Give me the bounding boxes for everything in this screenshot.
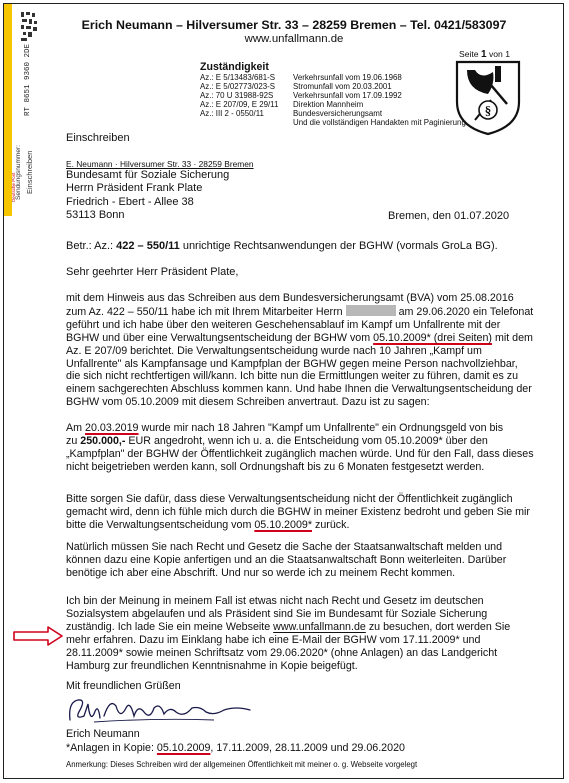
red-arrow-icon [12,626,64,646]
highlighted-date: 05.10.2009* (drei Seiten) [373,331,492,344]
letterhead-title: Erich Neumann – Hilversumer Str. 33 – 28259 Bremen – Tel. 0421/583097 [81,18,507,32]
recipient-line: Friedrich - Ebert - Allee 38 [66,195,194,208]
post-logo: Deutsche Post [11,172,16,202]
jurisdiction-row: Az.: E 5/13483/681-S Verkehrsunfall vom 19.06.1968 [200,73,402,82]
jurisdiction-row: Az.: III 2 - 0550/11 Bundesversicherungsamt [200,109,383,119]
delivery-type: Einschreiben [66,132,130,144]
letter-date: Bremen, den 01.07.2020 [388,210,510,222]
website-link[interactable]: www.unfallmann.de [273,620,366,633]
page-indicator: Seite 1 von 1 [459,49,510,60]
svg-text:§: § [484,103,492,118]
highlighted-date: 05.10.2009* [254,518,312,531]
handwritten-signature [64,694,264,728]
jurisdiction-list [200,73,466,128]
footnote: Anmerkung: Dieses Schreiben wird der allgemeinen Öffentlichkeit mit meiner o. g. Webseite vorgelegt [66,760,418,769]
jurisdiction-row: Und die vollständigen Handakten mit Paginierung [293,118,466,128]
body-paragraph-1: mit dem Hinweis aus das Schreiben aus dem Bundesversicherungsamt (BVA) vom 25.08.2016 zum Az. 422 – 550/11 habe ich mit Ihrem Mitarbeiter Herrn am 29.06.2020 ein Telefonat geführt und ich habe über den weiteren Geschehensablauf im Kampf um Unfallrente mit der BGHW und über eine Verwaltungsentscheidung der BGHW vom 05.10.2009* (drei Seiten) mit dem Az. E 207/09 berichtet. Die Verwaltungsentscheidung wurde nach 10 Jahren „Kampf um Unfallrente" als Kampfansage und Kampfplan der BGHW gegen meine Person nachvollziehbar, die sich nicht rechtfertigen will/kann. Ich bitte nun die Ermittlungen weiter zu führen, damit es zu einem sachgerechten Abschluss kommen kann. Und habe Ihnen die Verwaltungsentscheidung der BGHW vom 05.10.2009 mit diesem Schreiben anvertraut. Dazu ist zu sagen: [66,292,534,409]
highlighted-date: 05.10.2009 [156,742,211,754]
recipient-line: Herrn Präsident Frank Plate [66,182,203,195]
sender-return-line: E. Neumann · Hilversumer Str. 33 · 28259 Bremen [66,159,254,169]
registered-mail-label [4,4,42,216]
jurisdiction-title: Zuständigkeit [200,61,269,73]
signer-name: Erich Neumann [66,728,140,740]
body-paragraph-4: Natürlich müssen Sie nach Recht und Gesetz die Sache der Staatsanwaltschaft melden und können dazu eine Kopie anfertigen und an die Staatsanwaltschaft Bonn weiterleiten. Darüber benötige ich aber eine Abschrift. Und nur so werde ich zu meinem Recht kommen. [66,541,507,579]
redacted-name [346,305,396,316]
jurisdiction-row: Az.: 70 U 31988-92S Verkehrsunfall vom 17.09.1992 [200,91,402,101]
enclosures-line: *Anlagen in Kopie: 05.10.2009, 17.11.2009, 28.11.2009 und 29.06.2020 [66,742,405,754]
body-paragraph-5: Ich bin der Meinung in meinem Fall ist etwas nicht nach Recht und Gesetz im deutschen Sozialsystem abgelaufen und als Präsident sind Sie im Bundesamt für Soziale Sicherung zuständig. Ich lade Sie ein meine Webseite www.unfallmann.de zu besuchen, dort werden Sie mehr erfahren. Dazu im Einklang habe ich eine E-Mail der BGHW vom 17.11.2009* und 28.11.2009* sowie meinen Schriftsatz vom 29.06.2020* (ohne Anlagen) an das Landgericht Hamburg zur freundlichen Kenntnisnahme in Kopie beigefügt. [66,595,511,672]
body-paragraph-2: Am 20.03.2019 wurde mir nach 18 Jahren "Kampf um Unfallrente" ein Ordnungsgeld von bis zu 250.000,- EUR angedroht, wenn ich u. a. die Entscheidung vom 05.10.2009* über den „Kampfplan" der BGHW der Öffentlichkeit zugänglich machen würde. Und für den Fall, dass dieses nicht beigetrieben werden kann, soll Ordnungshaft bis zu 6 Monaten festgesetzt werden. [66,422,534,473]
recipient-address [66,169,229,222]
letterhead-url: www.unfallmann.de [244,33,344,45]
salutation: Sehr geehrter Herr Präsident Plate, [66,266,239,278]
closing-phrase: Mit freundlichen Grüßen [66,680,181,692]
highlighted-date: 20.03.2019 [85,422,139,434]
tracking-code: RT 8651 9360 2DE [24,43,32,116]
fine-amount: 250.000,- [80,434,126,447]
subject-line: Betr.: Az.: 422 – 550/11 unrichtige Rechtsanwendungen der BGHW (vormals GroLa BG). [66,240,498,252]
jurisdiction-row: Az.: E 207/09, E 29/11 Direktion Mannheim [200,100,364,110]
stamp-label-number: Sendungsnummer: [15,145,22,200]
stamp-label-type: Einschreiben [25,150,34,194]
recipient-line: Bundesamt für Soziale Sicherung [66,169,230,181]
recipient-line: 53113 Bonn [66,208,125,221]
letter-page [3,3,564,779]
body-paragraph-3: Bitte sorgen Sie dafür, dass diese Verwaltungsentscheidung nicht der Öffentlichkeit zugänglich gemacht wird, denn ich fühle mich durch die BGHW in meiner Existenz bedroht und geben Sie mir bitte die Verwaltungsentscheidung vom 05.10.2009* zurück. [66,493,530,531]
jurisdiction-row: Az.: E 5/02773/023-S Stromunfall vom 20.03.2001 [200,82,392,92]
